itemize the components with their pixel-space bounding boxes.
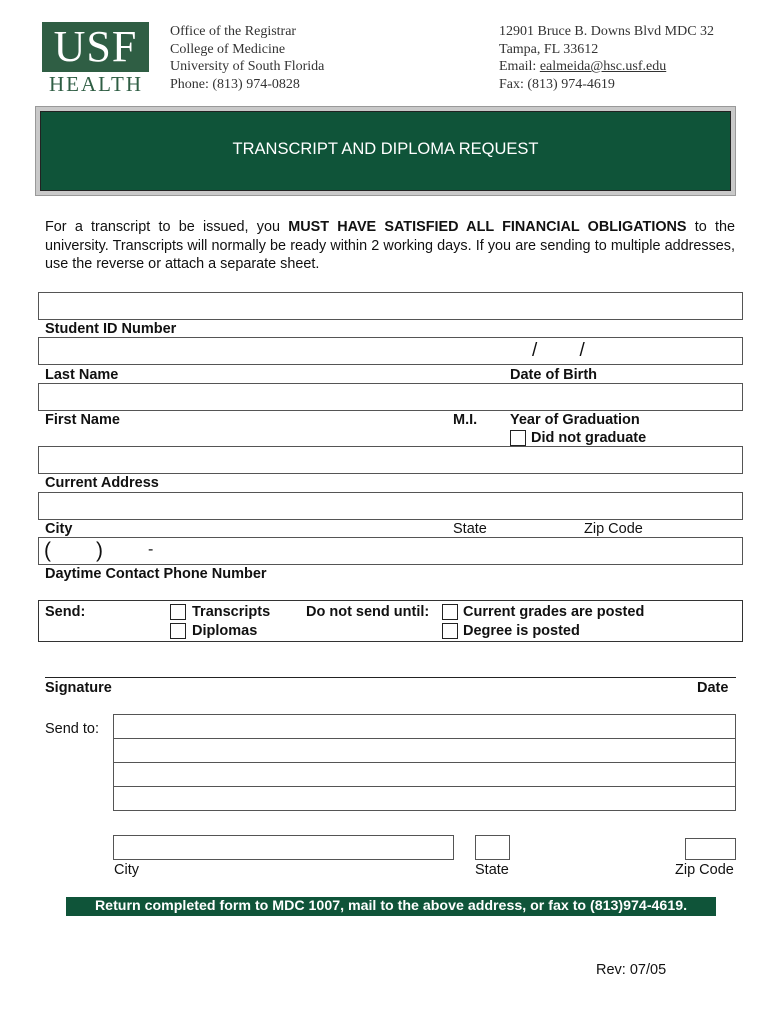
- middle-initial-label: M.I.: [453, 412, 478, 428]
- city-label: City: [45, 521, 73, 537]
- phone-close-paren: ): [96, 539, 103, 562]
- registrar-contact-block: [170, 23, 324, 93]
- current-address-input[interactable]: [38, 446, 743, 474]
- title-banner: [40, 111, 731, 191]
- transcripts-checkbox[interactable]: [170, 604, 186, 620]
- send-to-line-1[interactable]: [113, 714, 736, 739]
- phone-dash: -: [148, 541, 154, 558]
- send-to-state-label: State: [475, 862, 509, 878]
- diplomas-checkbox[interactable]: [170, 623, 186, 639]
- logo-usf-block: USF: [42, 22, 149, 72]
- state-label: State: [453, 521, 487, 537]
- last-name-label: Last Name: [45, 367, 119, 383]
- intro-financial-warning: MUST HAVE SATISFIED ALL FINANCIAL OBLIGATIONS: [288, 219, 687, 235]
- phone-open-paren: (: [44, 539, 51, 562]
- street-address: 12901 Bruce B. Downs Blvd MDC 32: [499, 24, 715, 39]
- student-id-input[interactable]: [38, 292, 743, 320]
- university-name: University of South Florida: [170, 59, 325, 74]
- did-not-graduate-label: Did not graduate: [531, 430, 647, 446]
- city-state-zip: Tampa, FL 33612: [499, 41, 599, 57]
- phone-input[interactable]: [38, 537, 743, 565]
- return-instructions-banner: Return completed form to MDC 1007, mail to the above address, or fax to (813)974-4619.: [66, 897, 716, 916]
- send-to-line-3[interactable]: [113, 762, 736, 787]
- logo-health-text: HEALTH: [48, 72, 144, 96]
- send-label: Send:: [45, 604, 86, 620]
- last-name-input[interactable]: [38, 337, 743, 365]
- send-to-state-input[interactable]: [475, 835, 510, 860]
- email-label: Email:: [499, 59, 540, 74]
- signature-date-label: Date: [697, 680, 729, 696]
- student-id-label: Student ID Number: [45, 321, 177, 337]
- transcripts-label: Transcripts: [192, 604, 271, 620]
- did-not-graduate-checkbox[interactable]: [510, 430, 526, 446]
- signature-line[interactable]: [45, 677, 736, 678]
- dob-label: Date of Birth: [510, 367, 597, 383]
- degree-posted-checkbox[interactable]: [442, 623, 458, 639]
- send-to-city-label: City: [114, 862, 139, 878]
- phone-label: Daytime Contact Phone Number: [45, 566, 267, 582]
- office-name: Office of the Registrar: [170, 24, 297, 39]
- first-name-input[interactable]: [38, 383, 743, 411]
- do-not-send-until-label: Do not send until:: [306, 604, 430, 620]
- year-of-graduation-label: Year of Graduation: [510, 412, 640, 428]
- city-state-zip-input[interactable]: [38, 492, 743, 520]
- email-line: [499, 58, 714, 76]
- intro-paragraph: [45, 218, 735, 274]
- current-address-label: Current Address: [45, 475, 159, 491]
- send-to-city-input[interactable]: [113, 835, 454, 860]
- first-name-label: First Name: [45, 412, 120, 428]
- send-to-zip-label: Zip Code: [675, 862, 734, 878]
- mailing-contact-block: [499, 23, 714, 93]
- email-link[interactable]: ealmeida@hsc.usf.edu: [539, 59, 667, 74]
- usf-health-logo: [42, 22, 150, 94]
- phone-number: Phone: (813) 974-0828: [170, 76, 300, 92]
- send-to-line-4[interactable]: [113, 786, 736, 811]
- title-frame: [35, 106, 736, 196]
- degree-posted-label: Degree is posted: [463, 623, 580, 639]
- send-to-zip-input[interactable]: [685, 838, 736, 860]
- intro-text-2: to the university. Transcripts will normally be ready within 2 working days. If you are sending to multiple addresses, use the reverse or attach a separate sheet.: [45, 219, 735, 272]
- send-to-label: Send to:: [45, 721, 100, 737]
- revision-label: Rev: 07/05: [596, 962, 667, 978]
- grades-posted-label: Current grades are posted: [463, 604, 645, 620]
- zip-code-label: Zip Code: [584, 521, 643, 537]
- college-name: College of Medicine: [170, 41, 286, 57]
- send-to-line-2[interactable]: [113, 738, 736, 763]
- dob-slashes: / /: [532, 340, 585, 361]
- fax-number: Fax: (813) 974-4619: [499, 76, 615, 92]
- signature-label: Signature: [45, 680, 112, 696]
- intro-text-1: For a transcript to be issued, you: [45, 219, 289, 235]
- form-title: TRANSCRIPT AND DIPLOMA REQUEST: [232, 140, 539, 158]
- grades-posted-checkbox[interactable]: [442, 604, 458, 620]
- diplomas-label: Diplomas: [192, 623, 258, 639]
